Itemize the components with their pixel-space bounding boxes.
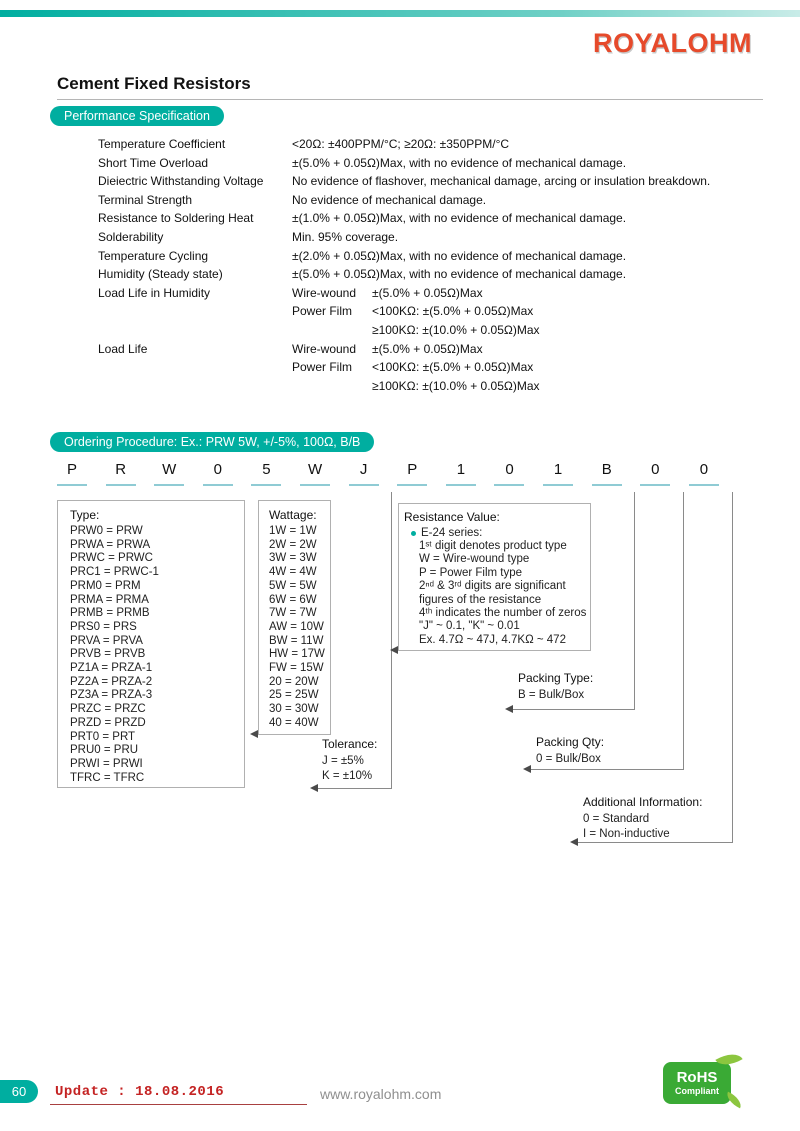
wattage-item: 30 = 30W <box>269 703 319 716</box>
code-letter: 5 <box>251 461 281 486</box>
spec-label: Temperature Cycling <box>98 248 209 263</box>
resistance-series-label: E-24 series: <box>421 527 483 539</box>
code-letter: 0 <box>203 461 233 486</box>
packing-qty-item: 0 = Bulk/Box <box>536 753 601 765</box>
rohs-label: RoHS <box>676 1069 718 1086</box>
tolerance-item: J = ±5% <box>322 755 364 767</box>
type-item: PRMA = PRMA <box>70 593 149 606</box>
spec-subcolumn: Power Film <box>292 304 353 319</box>
tolerance-block <box>322 737 377 783</box>
spec-row <box>98 284 770 303</box>
packing-type-block <box>518 671 593 703</box>
tolerance-list <box>322 754 377 783</box>
spec-label <box>98 358 292 377</box>
spec-value: ±(5.0% + 0.05Ω)Max <box>372 341 483 356</box>
resistance-notes <box>419 540 590 647</box>
arrow-left-icon <box>523 765 531 773</box>
spec-value: <100KΩ: ±(5.0% + 0.05Ω)Max <box>372 304 534 319</box>
resistance-note: 2ⁿᵈ & 3ʳᵈ digits are significant <box>419 580 566 593</box>
rohs-compliant-label: Compliant <box>675 1086 719 1096</box>
spec-row <box>98 209 770 228</box>
website-url: www.royalohm.com <box>320 1086 442 1102</box>
type-item: PZ1A = PRZA-1 <box>70 662 153 675</box>
wattage-item: 3W = 3W <box>269 552 317 565</box>
spec-value: <20Ω: ±400PPM/°C; ≥20Ω: ±350PPM/°C <box>292 137 510 151</box>
resistance-note: 4ᵗʰ indicates the number of zeros <box>419 607 587 620</box>
top-accent-bar <box>0 10 800 17</box>
spec-row <box>98 321 770 340</box>
spec-label: Resistance to Soldering Heat <box>98 211 254 226</box>
spec-value: ±(5.0% + 0.05Ω)Max, with no evidence of mechanical damage. <box>292 267 627 282</box>
connector-line-tolerance <box>318 788 392 789</box>
footer-divider <box>50 1104 307 1105</box>
wattage-item: 4W = 4W <box>269 566 317 579</box>
spec-label <box>98 377 292 396</box>
spec-value: No evidence of mechanical damage. <box>292 192 487 207</box>
spec-subcolumn <box>292 321 372 340</box>
performance-heading-pill: Performance Specification <box>50 106 224 126</box>
packing-type-list <box>518 688 593 703</box>
spec-row <box>98 135 770 154</box>
resistance-series-row <box>411 527 590 539</box>
arrow-left-icon <box>390 646 398 654</box>
spec-row <box>98 265 770 284</box>
type-item: PRZD = PRZD <box>70 716 146 729</box>
arrow-left-icon <box>310 784 318 792</box>
wattage-item: FW = 15W <box>269 662 324 675</box>
update-date: Update : 18.08.2016 <box>55 1084 225 1100</box>
performance-spec-table <box>98 135 770 395</box>
tolerance-item: K = ±10% <box>322 769 373 782</box>
connector-line-additional-info <box>732 492 733 843</box>
additional-info-block <box>583 795 702 841</box>
wattage-item: HW = 17W <box>269 648 325 661</box>
spec-label: Temperature Coefficient <box>98 137 226 151</box>
type-item: PZ3A = PRZA-3 <box>70 689 153 702</box>
spec-label <box>98 302 292 321</box>
resistance-note: 1ˢᵗ digit denotes product type <box>419 540 567 552</box>
page-number-badge: 60 <box>0 1080 38 1103</box>
spec-subcolumn: Wire-wound <box>292 341 357 356</box>
rohs-logo <box>663 1062 731 1104</box>
code-letter: 0 <box>640 461 670 486</box>
type-item: PRS0 = PRS <box>70 620 137 633</box>
additional-info-item: 0 = Standard <box>583 813 650 825</box>
resistance-title: Resistance Value: <box>404 510 500 524</box>
arrow-left-icon <box>570 838 578 846</box>
code-letter: P <box>57 461 87 486</box>
spec-row <box>98 302 770 321</box>
spec-row <box>98 377 770 396</box>
resistance-box <box>398 503 591 651</box>
type-item: PRZC = PRZC <box>70 703 146 716</box>
type-item: PRT0 = PRT <box>70 730 136 743</box>
packing-qty-block <box>536 735 604 767</box>
wattage-item: 2W = 2W <box>269 538 317 551</box>
code-letter: 0 <box>494 461 524 486</box>
wattage-item: 40 = 40W <box>269 716 319 729</box>
wattage-item: AW = 10W <box>269 620 324 633</box>
connector-line-tolerance <box>391 492 392 789</box>
spec-label: Dieiectric Withstanding Voltage <box>98 174 264 189</box>
rohs-badge <box>663 1062 731 1104</box>
connector-line-additional-info <box>578 842 733 843</box>
type-title: Type: <box>70 508 100 522</box>
additional-info-title: Additional Information: <box>583 795 703 809</box>
packing-type-item: B = Bulk/Box <box>518 689 585 701</box>
spec-value: ±(5.0% + 0.05Ω)Max, with no evidence of mechanical damage. <box>292 155 627 170</box>
code-letter: 1 <box>446 461 476 486</box>
additional-info-list <box>583 812 702 841</box>
type-item: PRMB = PRMB <box>70 607 150 620</box>
spec-label: Load Life <box>98 341 148 356</box>
type-item: PRU0 = PRU <box>70 744 139 757</box>
brand-logo: ROYALOHM <box>592 28 752 58</box>
wattage-title: Wattage: <box>269 508 317 522</box>
type-item: PRWI = PRWI <box>70 757 143 770</box>
code-letter: W <box>300 461 330 486</box>
spec-row <box>98 154 770 173</box>
spec-value: ≥100KΩ: ±(10.0% + 0.05Ω)Max <box>372 322 540 337</box>
tolerance-title: Tolerance: <box>322 737 378 751</box>
code-letter: R <box>106 461 136 486</box>
wattage-item: 7W = 7W <box>269 607 317 620</box>
wattage-item: 5W = 5W <box>269 579 317 592</box>
connector-line-packing-type <box>634 492 635 710</box>
spec-value: ±(2.0% + 0.05Ω)Max, with no evidence of mechanical damage. <box>292 248 627 263</box>
code-letter: 0 <box>689 461 719 486</box>
type-item: PRWC = PRWC <box>70 552 153 565</box>
wattage-item: 20 = 20W <box>269 675 319 688</box>
ordering-heading-pill: Ordering Procedure: Ex.: PRW 5W, +/-5%, 100Ω, B/B <box>50 432 374 452</box>
spec-row <box>98 247 770 266</box>
wattage-list <box>269 525 330 731</box>
wattage-item: 1W = 1W <box>269 525 317 537</box>
resistance-note: Ex. 4.7Ω ~ 47J, 4.7KΩ ~ 472 <box>419 633 566 646</box>
spec-subcolumn: Wire-wound <box>292 285 357 300</box>
spec-value: ≥100KΩ: ±(10.0% + 0.05Ω)Max <box>372 378 540 393</box>
connector-line-packing-type <box>513 709 635 710</box>
resistance-note: W = Wire-wound type <box>419 553 530 566</box>
spec-label: Terminal Strength <box>98 192 193 207</box>
spec-label: Load Life in Humidity <box>98 285 211 300</box>
title-divider <box>57 99 763 100</box>
type-item: PRVA = PRVA <box>70 634 143 647</box>
wattage-item: BW = 11W <box>269 634 324 647</box>
spec-label: Solderability <box>98 229 164 244</box>
spec-row <box>98 228 770 247</box>
spec-label: Humidity (Steady state) <box>98 267 223 282</box>
type-item: TFRC = TFRC <box>70 771 145 784</box>
packing-qty-title: Packing Qty: <box>536 735 605 749</box>
type-box <box>57 500 245 788</box>
spec-value: Min. 95% coverage. <box>292 229 399 244</box>
spec-subcolumn: Power Film <box>292 360 353 375</box>
type-list <box>70 525 244 785</box>
spec-subcolumn <box>292 377 372 396</box>
wattage-box <box>258 500 331 735</box>
resistance-note: figures of the resistance <box>419 593 542 606</box>
spec-value: ±(1.0% + 0.05Ω)Max, with no evidence of mechanical damage. <box>292 211 627 226</box>
connector-line-packing-qty <box>531 769 684 770</box>
packing-qty-list <box>536 752 604 767</box>
bullet-icon <box>411 531 416 536</box>
spec-value: No evidence of flashover, mechanical damage, arcing or insulation breakdown. <box>292 174 711 189</box>
type-item: PRW0 = PRW <box>70 525 143 537</box>
code-letter: B <box>592 461 622 486</box>
spec-row <box>98 340 770 359</box>
type-item: PRWA = PRWA <box>70 538 151 551</box>
spec-label <box>98 321 292 340</box>
arrow-left-icon <box>250 730 258 738</box>
type-item: PRC1 = PRWC-1 <box>70 566 159 579</box>
additional-info-item: I = Non-inductive <box>583 827 670 840</box>
wattage-item: 25 = 25W <box>269 689 319 702</box>
type-item: PRVB = PRVB <box>70 648 146 661</box>
ordering-code-row <box>57 461 719 486</box>
resistance-note: "J" ~ 0.1, "K" ~ 0.01 <box>419 620 520 633</box>
spec-row <box>98 358 770 377</box>
spec-row <box>98 172 770 191</box>
packing-type-title: Packing Type: <box>518 671 594 685</box>
connector-line-packing-qty <box>683 492 684 770</box>
type-item: PZ2A = PRZA-2 <box>70 675 153 688</box>
code-letter: W <box>154 461 184 486</box>
spec-label: Short Time Overload <box>98 155 209 170</box>
arrow-left-icon <box>505 705 513 713</box>
code-letter: 1 <box>543 461 573 486</box>
spec-value: <100KΩ: ±(5.0% + 0.05Ω)Max <box>372 360 534 375</box>
page-title: Cement Fixed Resistors <box>57 74 251 93</box>
wattage-item: 6W = 6W <box>269 593 317 606</box>
code-letter: P <box>397 461 427 486</box>
spec-row <box>98 191 770 210</box>
code-letter: J <box>349 461 379 486</box>
resistance-note: P = Power Film type <box>419 566 523 579</box>
type-item: PRM0 = PRM <box>70 579 141 592</box>
spec-value: ±(5.0% + 0.05Ω)Max <box>372 285 483 300</box>
